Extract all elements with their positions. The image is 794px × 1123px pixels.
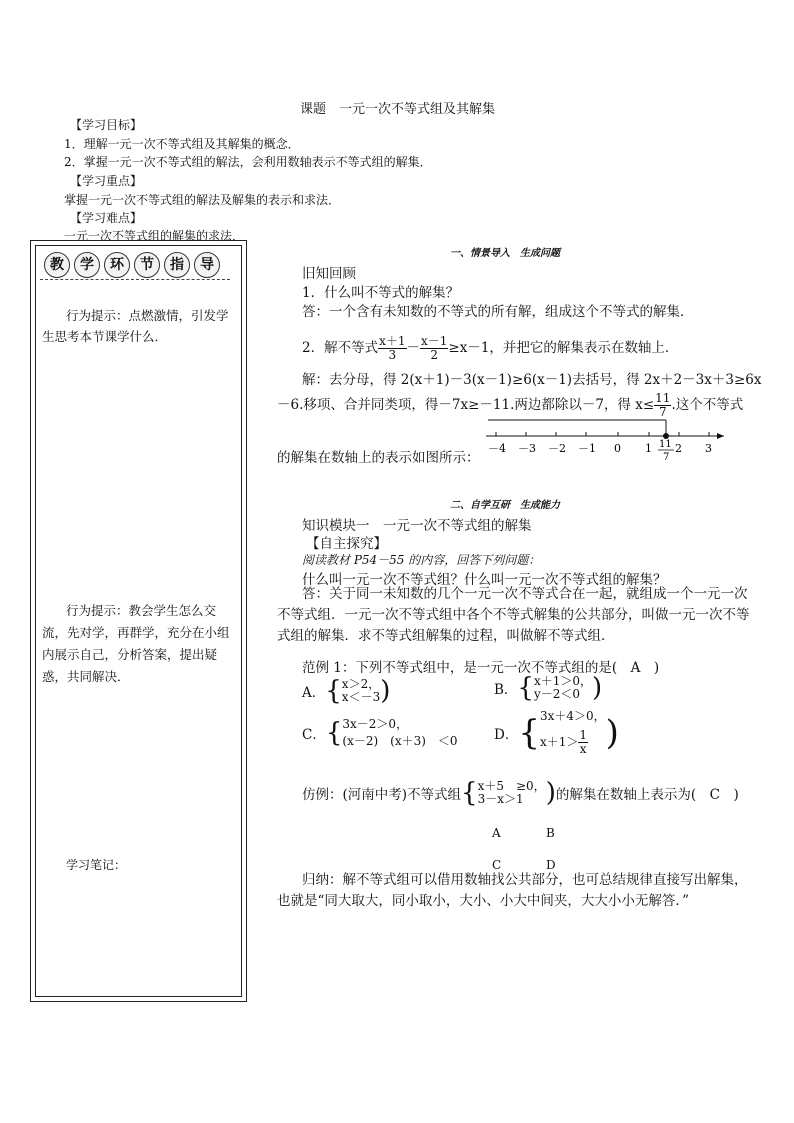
concept-question: 什么叫一元一次不等式组？什么叫一元一次不等式组的解集？ xyxy=(302,572,667,588)
fraction xyxy=(578,729,588,756)
key-points-heading: 【学习重点】 xyxy=(70,174,143,188)
inequality: x＞2， xyxy=(341,677,381,691)
fraction-denominator: x xyxy=(579,742,587,756)
guide-char: 导 xyxy=(194,252,220,278)
review-label: 旧知回顾 xyxy=(302,266,356,282)
guide-char: 教 xyxy=(44,252,70,278)
read-instruction: 阅读教材 P54－55 的内容，回答下列问题： xyxy=(302,553,541,567)
option-c: C．{ 3x－2＞0， (x－2) (x＋3) ＜0 xyxy=(302,717,458,748)
fraction-numerator: 11 xyxy=(655,391,671,405)
fraction-denominator: 3 xyxy=(388,348,397,362)
inequality: x＋5 ≥0， xyxy=(477,779,546,793)
mark-label-den: 7 xyxy=(663,452,670,463)
objective-2: 2．掌握一元一次不等式组的解法，会利用数轴表示不等式组的解集． xyxy=(64,155,432,169)
difficulties-text: 一元一次不等式组的解集的求法． xyxy=(64,229,245,243)
objectives-heading: 【学习目标】 xyxy=(70,118,143,132)
section2-heading: 二、自学互研 生成能力 xyxy=(450,500,560,511)
imitation-example: 仿例：(河南中考)不等式组{ x＋5 ≥0， 3－x＞1 )的解集在数轴上表示为( C ) xyxy=(302,778,739,808)
imitation-suffix: 的解集在数轴上表示为( C ) xyxy=(555,787,739,803)
tick-label: 0 xyxy=(614,442,621,455)
inequality-system xyxy=(342,678,380,704)
inequality: x＋1＞0， xyxy=(533,674,593,688)
option-label: D． xyxy=(494,727,519,743)
tick-label: －4 xyxy=(488,442,506,455)
choice-b: B xyxy=(546,826,555,840)
page-title: 课题 一元一次不等式组及其解集 xyxy=(300,102,496,117)
inequality: x＜－3 xyxy=(341,690,381,704)
fraction-numerator: 1 xyxy=(579,728,588,742)
answer-1: 答：一个含有未知数的不等式的所有解，组成这个不等式的解集． xyxy=(302,304,694,320)
inequality: y－2＜0 xyxy=(533,687,581,701)
imitation-prefix: 仿例：(河南中考)不等式组 xyxy=(302,787,462,803)
tick-label: 2 xyxy=(675,442,682,455)
guide-char: 指 xyxy=(164,252,190,278)
guide-char: 环 xyxy=(104,252,130,278)
inequality: 3－x＞1 xyxy=(477,792,524,806)
option-b: B．{ x＋1＞0， y－2＜0 ) xyxy=(494,673,603,703)
number-line xyxy=(480,414,730,464)
minus-sign: － xyxy=(406,340,420,356)
concept-answer: 答：关于同一未知数的几个一元一次不等式合在一起，就组成一个一元一次不等式组．一元一次不等式组中各个不等式解集的公共部分，叫做一元一次不等式组的解集．求不等式组解集的过程，叫做解不等式组． xyxy=(277,586,750,644)
mark-label-num: 11 xyxy=(659,439,672,450)
question-2 xyxy=(302,335,678,362)
tick-label: 1 xyxy=(645,442,652,455)
option-d: D．{ 3x＋4＞0， x＋1＞ $\frac{1}{x}$ ) xyxy=(494,709,619,756)
fraction-denominator: 7 xyxy=(658,405,667,419)
inequality: x＋1＞ xyxy=(539,735,579,749)
solution-line-3: 的解集在数轴上的表示如图所示： xyxy=(277,450,480,466)
guide-char: 学 xyxy=(74,252,100,278)
sidebar-notes: 学习笔记： xyxy=(66,858,127,872)
fraction-numerator: x－1 xyxy=(421,334,448,348)
summary: 归纳：解不等式组可以借用数轴找公共部分，也可总结规律直接写出解集，也就是“同大取大，同小取小，大小、小大中间夹，大大小小无解答．” xyxy=(277,872,748,909)
example-1: 范例 1：下列不等式组中，是一元一次不等式组的是( A ) xyxy=(302,660,660,676)
divider xyxy=(40,279,230,280)
tick-label: 3 xyxy=(705,442,712,455)
choice-c: C xyxy=(492,858,502,872)
sidebar-tip-1: 行为提示：点燃激情，引发学生思考本节课学什么． xyxy=(42,308,229,344)
solution-text: .这个不等式 xyxy=(671,397,744,413)
tick-label: －2 xyxy=(548,442,566,455)
solution-line-1: 解：去分母，得 2(x＋1)－3(x－1)≥6(x－1)去括号，得 2x＋2－3x＋3≥6x xyxy=(302,372,762,388)
fraction-numerator: x＋1 xyxy=(379,334,406,348)
inequality-system xyxy=(478,780,546,806)
tick-label: －3 xyxy=(518,442,536,455)
difficulties-heading: 【学习难点】 xyxy=(70,211,143,225)
fraction xyxy=(420,335,448,362)
inequality-system xyxy=(342,718,457,748)
inequality-system xyxy=(540,710,606,756)
option-label: A． xyxy=(302,685,326,701)
q2-suffix: ≥x－1，并把它的解集表示在数轴上． xyxy=(448,340,679,356)
objective-1: 1．理解一元一次不等式组及其解集的概念． xyxy=(64,137,300,151)
q2-prefix: 2．解不等式 xyxy=(302,340,379,356)
inequality: (x－2) (x＋3) ＜0 xyxy=(342,734,458,748)
option-label: C． xyxy=(302,727,326,743)
tick-label: －1 xyxy=(578,442,596,455)
solution-text: －6.移项、合并同类项，得－7x≥－11.两边都除以－7，得 x≤ xyxy=(277,397,655,413)
explore-heading: 【自主探究】 xyxy=(306,536,387,552)
option-a: A．{ x＞2， x＜－3 ) xyxy=(302,676,391,706)
fraction-denominator: 2 xyxy=(430,348,439,362)
option-label: B． xyxy=(494,682,518,698)
fraction xyxy=(378,335,406,362)
choice-d: D xyxy=(546,858,556,872)
key-points-text: 掌握一元一次不等式组的解法及解集的表示和求法． xyxy=(64,193,341,207)
teaching-guide-title xyxy=(44,252,220,278)
inequality: 3x－2＞0， xyxy=(342,717,409,731)
question-1: 1．什么叫不等式的解集？ xyxy=(302,285,460,301)
module-title: 知识模块一 一元一次不等式组的解集 xyxy=(302,518,532,534)
section1-heading: 一、情景导入 生成问题 xyxy=(450,248,560,259)
guide-char: 节 xyxy=(134,252,160,278)
sidebar-tip-2: 行为提示：教会学生怎么交流，先对学，再群学，充分在小组内展示自己，分析答案，提出疑惑，共同解决． xyxy=(42,603,230,684)
inequality-system xyxy=(534,675,592,701)
inequality: 3x＋4＞0， xyxy=(539,709,606,723)
choice-a: A xyxy=(492,826,501,840)
